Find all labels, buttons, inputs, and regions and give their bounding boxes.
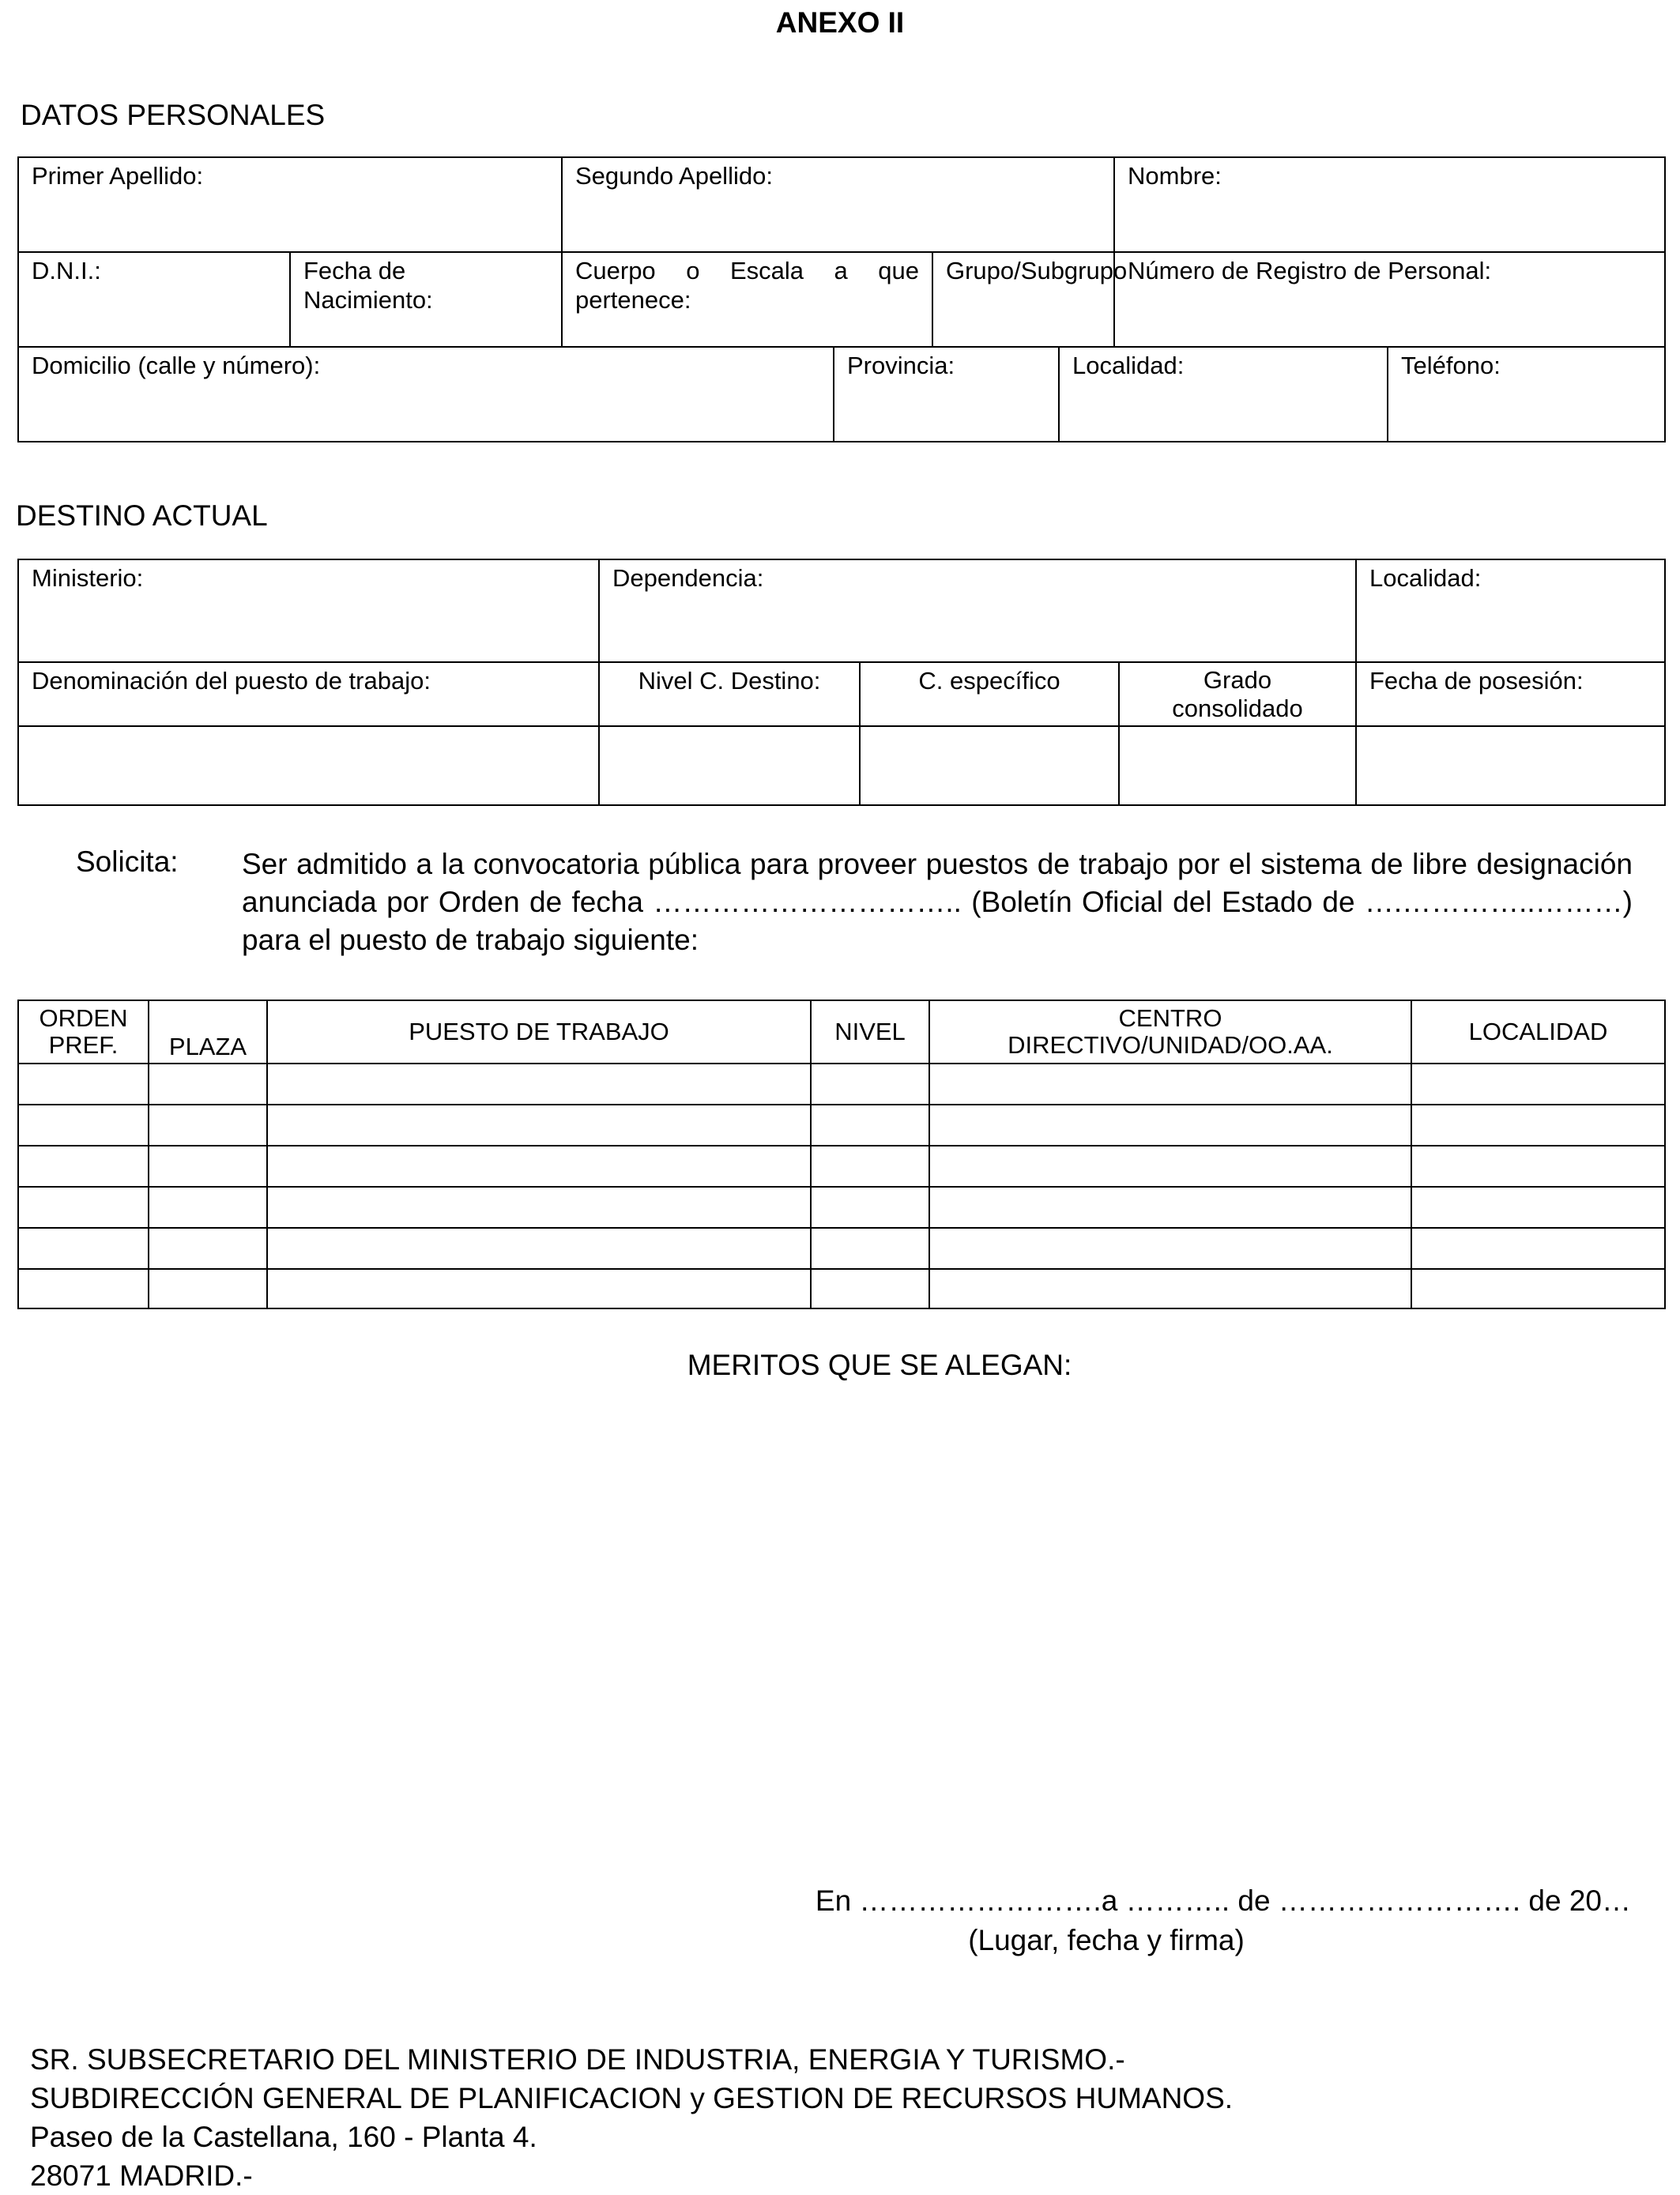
cuerpo-escala-field[interactable] [562,252,932,347]
table-cell[interactable] [267,1269,811,1308]
telefono-field[interactable] [1388,347,1665,442]
destino-localidad-field[interactable] [1356,559,1665,662]
table-cell[interactable] [811,1228,929,1269]
localidad-header-label: LOCALIDAD [1468,1018,1608,1046]
table-row [18,1064,1665,1105]
dependencia-field[interactable] [599,559,1356,662]
table-cell[interactable] [18,1269,149,1308]
domicilio-label: Domicilio (calle y número): [32,352,321,379]
plaza-label: PLAZA [168,1032,247,1060]
puesto-label: PUESTO DE TRABAJO [409,1018,669,1046]
dni-field[interactable] [18,252,290,347]
table-cell[interactable] [929,1105,1411,1146]
cuerpo-escala-label-2: pertenece: [575,286,691,314]
provincia-field[interactable] [834,347,1059,442]
grado-header [1119,662,1356,726]
centro-label-1: CENTRO [1118,1003,1222,1032]
localidad-field[interactable] [1059,347,1388,442]
table-cell[interactable] [18,1187,149,1228]
firma-caption: (Lugar, fecha y firma) [968,1924,1245,1956]
table-cell[interactable] [149,1105,267,1146]
dni-label: D.N.I.: [32,257,101,284]
localidad-label: Localidad: [1072,352,1185,379]
address-line-2: SUBDIRECCIÓN GENERAL DE PLANIFICACION y GESTION DE RECURSOS HUMANOS. [30,2082,1234,2114]
table-cell[interactable] [267,1105,811,1146]
primer-apellido-field[interactable] [18,157,562,252]
cuerpo-escala-label-1: Cuerpo o Escala a que [575,257,919,284]
table-row [18,1187,1665,1228]
nrp-label: Número de Registro de Personal: [1128,257,1492,284]
fecha-nacimiento-label-1: Fecha de [303,257,406,284]
table-cell[interactable] [18,1064,149,1105]
puestos-table [17,1000,1666,1309]
nivel-header [811,1000,929,1064]
table-cell[interactable] [1411,1064,1665,1105]
destino-actual-heading: DESTINO ACTUAL [16,499,268,532]
table-cell[interactable] [811,1146,929,1187]
table-cell[interactable] [267,1228,811,1269]
table-cell[interactable] [149,1269,267,1308]
orden-pref-header [18,1000,149,1064]
table-cell[interactable] [1411,1146,1665,1187]
table-cell[interactable] [149,1064,267,1105]
ministerio-label: Ministerio: [32,564,144,592]
centro-header [929,1000,1411,1064]
page-title: ANEXO II [775,6,905,39]
nivel-label: NIVEL [834,1018,906,1046]
plaza-header [149,1000,267,1064]
especifico-label: C. específico [918,667,1060,695]
denominacion-label: Denominación del puesto de trabajo: [32,667,431,695]
table-cell[interactable] [267,1146,811,1187]
segundo-apellido-label: Segundo Apellido: [575,162,773,190]
address-line-3: Paseo de la Castellana, 160 - Planta 4. [30,2121,537,2153]
datos-personales-table [17,156,1666,442]
orden-label-2: PREF. [48,1031,119,1059]
denominacion-header [18,662,599,726]
grado-value-cell[interactable] [1119,726,1356,805]
localidad-header [1411,1000,1665,1064]
table-cell[interactable] [811,1105,929,1146]
table-cell[interactable] [1411,1105,1665,1146]
fecha-posesion-value-cell[interactable] [1356,726,1665,805]
fecha-posesion-label: Fecha de posesión: [1369,667,1584,695]
puesto-header [267,1000,811,1064]
nrp-field[interactable] [1114,252,1665,347]
telefono-label: Teléfono: [1401,352,1501,379]
nombre-label: Nombre: [1128,162,1222,190]
especifico-value-cell[interactable] [860,726,1119,805]
grupo-subgrupo-field[interactable] [932,252,1128,347]
table-row [18,1105,1665,1146]
solicita-label: Solicita: [76,845,179,878]
table-cell[interactable] [267,1187,811,1228]
primer-apellido-label: Primer Apellido: [32,162,204,190]
fecha-posesion-header [1356,662,1665,726]
table-cell[interactable] [18,1105,149,1146]
grado-label-2: consolidado [1172,694,1303,722]
table-cell[interactable] [811,1187,929,1228]
nivel-destino-label: Nivel C. Destino: [638,667,821,695]
table-cell[interactable] [18,1146,149,1187]
datos-personales-heading: DATOS PERSONALES [21,99,326,131]
table-cell[interactable] [811,1269,929,1308]
table-row [18,1228,1665,1269]
grupo-subgrupo-label: Grupo/Subgrupo [946,257,1128,284]
segundo-apellido-field[interactable] [562,157,1114,252]
address-line-1: SR. SUBSECRETARIO DEL MINISTERIO DE INDUSTRIA, ENERGIA Y TURISMO.- [30,2043,1125,2076]
fecha-line: En …………………….a ……….. de ……………………. de 20… [815,1884,1631,1917]
solicita-text: Ser admitido a la convocatoria pública para proveer puestos de trabajo por el sistema de libre designación anunciada por Orden de fecha ………………………….. (Boletín Oficial del Estado de ….…………..………) para el puesto de trabajo siguiente: [242,848,1633,956]
nombre-field[interactable] [1114,157,1665,252]
nivel-destino-value-cell[interactable] [599,726,860,805]
table-cell[interactable] [1411,1269,1665,1308]
table-cell[interactable] [929,1187,1411,1228]
table-cell[interactable] [267,1064,811,1105]
address-line-4: 28071 MADRID.- [30,2159,253,2192]
puestos-header-row [18,1000,1665,1064]
table-cell[interactable] [1411,1187,1665,1228]
table-cell[interactable] [811,1064,929,1105]
address-block [30,2040,1233,2195]
table-cell[interactable] [1411,1228,1665,1269]
table-cell[interactable] [929,1146,1411,1187]
denominacion-value-cell[interactable] [18,726,599,805]
table-cell[interactable] [149,1187,267,1228]
table-cell[interactable] [149,1228,267,1269]
destino-localidad-label: Localidad: [1369,564,1482,592]
table-cell[interactable] [149,1146,267,1187]
table-cell[interactable] [929,1269,1411,1308]
fecha-nacimiento-field[interactable] [290,252,562,347]
table-cell[interactable] [929,1064,1411,1105]
domicilio-field[interactable] [18,347,834,442]
dependencia-label: Dependencia: [612,564,764,592]
provincia-label: Provincia: [847,352,955,379]
table-cell[interactable] [18,1228,149,1269]
destino-actual-table [17,559,1666,806]
table-row [18,1146,1665,1187]
meritos-heading: MERITOS QUE SE ALEGAN: [687,1349,1072,1381]
orden-label-1: ORDEN [39,1003,128,1032]
centro-label-2: DIRECTIVO/UNIDAD/OO.AA. [1008,1031,1333,1059]
table-cell[interactable] [929,1228,1411,1269]
table-row [18,1269,1665,1308]
fecha-nacimiento-label-2: Nacimiento: [303,286,433,314]
nivel-destino-header [599,662,860,726]
especifico-header [860,662,1119,726]
ministerio-field[interactable] [18,559,599,662]
grado-label-1: Grado [1203,666,1272,694]
